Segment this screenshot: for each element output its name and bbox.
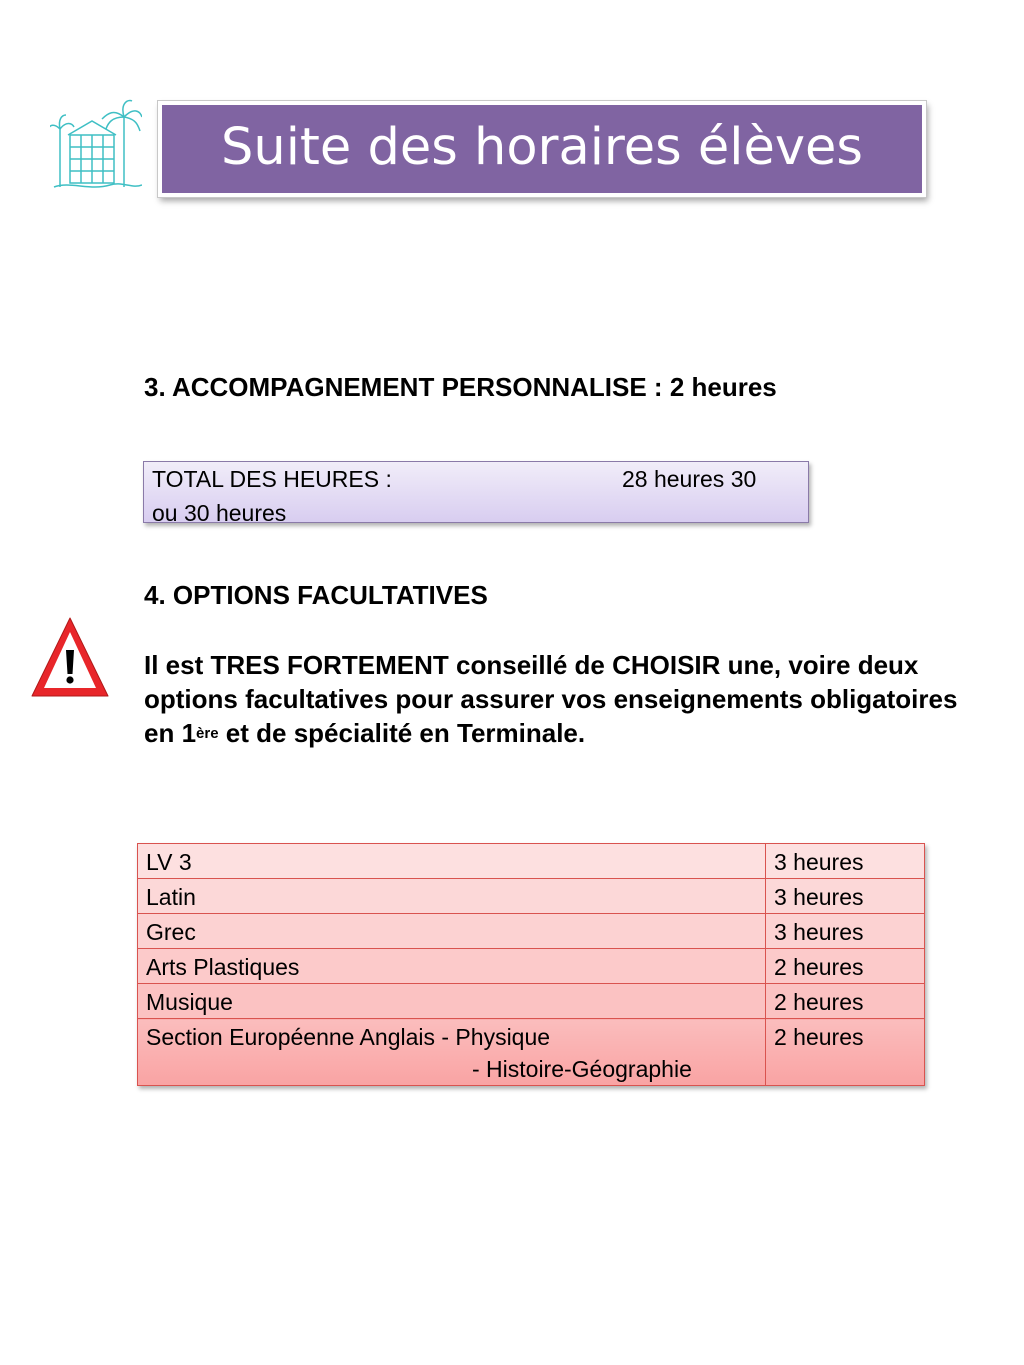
warning-triangle-icon [28, 614, 112, 702]
option-name-line2: - Histoire-Géographie [472, 1056, 692, 1082]
table-row [138, 1019, 925, 1086]
option-hours: 2 heures [766, 1019, 925, 1086]
option-name: Latin [138, 879, 766, 914]
table-row [138, 949, 925, 984]
table-row [138, 914, 925, 949]
section3-heading: 3. ACCOMPAGNEMENT PERSONNALISE : 2 heures [144, 372, 777, 402]
option-name-line1: Section Européenne Anglais - Physique [146, 1024, 551, 1050]
option-name: Arts Plastiques [138, 949, 766, 984]
total-label: TOTAL DES HEURES : [152, 466, 392, 492]
option-hours: 2 heures [766, 984, 925, 1019]
table-row [138, 879, 925, 914]
options-advice [144, 648, 984, 750]
option-hours: 3 heures [766, 914, 925, 949]
advice-text: Il est TRES FORTEMENT conseillé de CHOISIR une, voire deux options facultatives pour assurer vos enseignements obligatoires en 1 [144, 650, 958, 748]
total-value-alt: ou 30 heures [152, 500, 287, 526]
option-name: Musique [138, 984, 766, 1019]
total-value: 28 heures 30 [622, 466, 757, 492]
option-hours: 2 heures [766, 949, 925, 984]
section4-heading: 4. OPTIONS FACULTATIVES [144, 580, 488, 610]
option-hours: 3 heures [766, 879, 925, 914]
advice-text-end: et de spécialité en Terminale. [218, 718, 586, 748]
school-logo [50, 95, 142, 199]
table-row [138, 984, 925, 1019]
option-name: LV 3 [138, 844, 766, 879]
title-banner [158, 101, 926, 197]
option-hours: 3 heures [766, 844, 925, 879]
table-row [138, 844, 925, 879]
page-title: Suite des horaires élèves [221, 117, 863, 177]
options-table [137, 843, 925, 1086]
option-name: Grec [138, 914, 766, 949]
advice-superscript: ère [196, 725, 219, 742]
total-hours-box [143, 461, 809, 526]
option-name [138, 1019, 766, 1086]
